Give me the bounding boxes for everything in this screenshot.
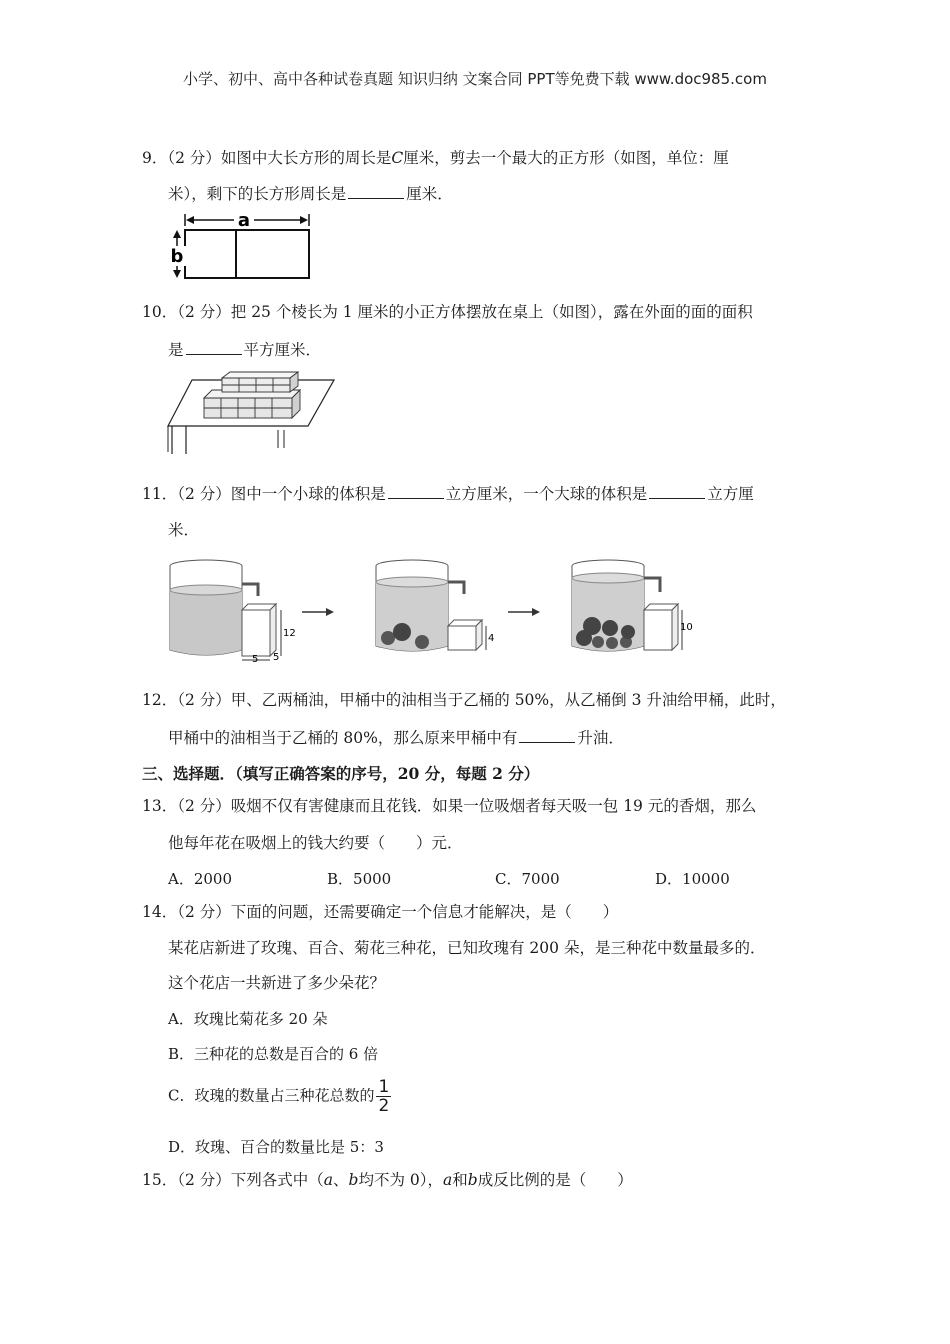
- q14-option-c[interactable]: [168, 1078, 391, 1115]
- q10-text-a: 是: [168, 341, 184, 359]
- q15-text-a: 15．（2 分）下列各式中（: [142, 1171, 324, 1189]
- beaker-1: [170, 560, 296, 664]
- label-5b: 5: [273, 652, 280, 663]
- fraction-one-half: [376, 1078, 391, 1115]
- q13-option-b[interactable]: B．5000: [327, 870, 392, 888]
- q15-text-c: 和: [452, 1171, 468, 1189]
- q15-text-b: 均不为 0），: [358, 1171, 444, 1189]
- q10-line2: [168, 340, 321, 360]
- q9-line2: [168, 184, 453, 204]
- fraction-numerator: 1: [378, 1077, 390, 1097]
- q13-option-a[interactable]: A．2000: [168, 870, 233, 888]
- q15-var-b: b: [348, 1171, 359, 1189]
- q15-var-a: a: [323, 1171, 334, 1189]
- fraction-denominator: 2: [378, 1096, 390, 1116]
- q10-answer-blank[interactable]: [186, 340, 242, 355]
- q15-var-a2: a: [443, 1171, 453, 1189]
- section-3-heading: 三、选择题．（填写正确答案的序号，20 分，每题 2 分）: [142, 764, 540, 783]
- q12-text-a: 甲桶中的油相当于乙桶的 80%，那么原来甲桶中有: [168, 729, 518, 747]
- q11-small-ball-blank[interactable]: [388, 484, 444, 499]
- q15-sep: 、: [333, 1171, 349, 1189]
- q13-line1: 13．（2 分）吸烟不仅有害健康而且花钱．如果一位吸烟者每天吸一包 19 元的香烟，那么: [142, 797, 757, 815]
- q15-line1: [142, 1170, 633, 1190]
- label-4: 4: [488, 633, 495, 644]
- q12-line2: [168, 728, 624, 748]
- q14-line2: 某花店新进了玫瑰、百合、菊花三种花，已知玫瑰有 200 朵，是三种花中数量最多的．: [168, 939, 766, 957]
- q11-line1: [142, 484, 754, 504]
- q14-option-b[interactable]: B．三种花的总数是百合的 6 倍: [168, 1045, 379, 1063]
- q11-text-c: 立方厘: [707, 485, 754, 503]
- q12-line1: 12．（2 分）甲、乙两桶油，甲桶中的油相当于乙桶的 50%，从乙桶倒 3 升油给甲桶，此时，: [142, 691, 786, 709]
- q11-line2: 米．: [168, 521, 200, 539]
- q10-text-b: 平方厘米．: [243, 341, 322, 359]
- q9-rectangle-figure: [166, 212, 318, 282]
- q9-text-a: 9．（2 分）如图中大长方形的周长是: [142, 149, 392, 167]
- q12-text-b: 升油．: [577, 729, 624, 747]
- q13-option-d[interactable]: D．10000: [655, 870, 730, 888]
- q9-label-a: a: [237, 212, 251, 231]
- label-12: 12: [283, 628, 296, 639]
- q9-var-c: C: [391, 149, 404, 167]
- q9-answer-blank[interactable]: [348, 184, 404, 199]
- beaker-3: [572, 560, 693, 651]
- q13-line2: 他每年花在吸烟上的钱大约要（ ）元．: [168, 834, 463, 852]
- q14-option-c-text: C．玫瑰的数量占三种花总数的: [168, 1086, 375, 1105]
- label-10: 10: [680, 622, 693, 633]
- q14-line1: 14．（2 分）下面的问题，还需要确定一个信息才能解决，是（ ）: [142, 903, 619, 921]
- q9-label-b: b: [170, 246, 184, 267]
- beaker-2: [376, 560, 494, 651]
- page-header: 小学、初中、高中各种试卷真题 知识归纳 文案合同 PPT等免费下载 www.doc985.com: [183, 70, 767, 88]
- label-5a: 5: [252, 654, 259, 664]
- q9-text-c: 米），剩下的长方形周长是: [168, 185, 347, 203]
- q15-text-d: 成反比例的是（ ）: [477, 1171, 633, 1189]
- q11-text-b: 立方厘米，一个大球的体积是: [445, 485, 648, 503]
- q9-text-b: 厘米，剪去一个最大的正方形（如图，单位：厘: [403, 149, 729, 167]
- q9-text-d: 厘米．: [406, 185, 453, 203]
- q11-beakers-figure: [166, 552, 696, 664]
- q11-big-ball-blank[interactable]: [649, 484, 705, 499]
- q9-line1: [142, 148, 729, 168]
- q12-answer-blank[interactable]: [519, 728, 575, 743]
- q14-option-d[interactable]: D．玫瑰、百合的数量比是 5：3: [168, 1138, 384, 1156]
- q13-option-c[interactable]: C．7000: [495, 870, 560, 888]
- q14-line3: 这个花店一共新进了多少朵花？: [168, 974, 386, 992]
- q11-text-a: 11．（2 分）图中一个小球的体积是: [142, 485, 386, 503]
- q15-var-b2: b: [467, 1171, 478, 1189]
- q14-option-a[interactable]: A．玫瑰比菊花多 20 朵: [168, 1010, 328, 1028]
- q10-cubes-on-table-figure: [166, 368, 336, 456]
- q10-line1: 10．（2 分）把 25 个棱长为 1 厘米的小正方体摆放在桌上（如图），露在外面的面的面积: [142, 303, 753, 321]
